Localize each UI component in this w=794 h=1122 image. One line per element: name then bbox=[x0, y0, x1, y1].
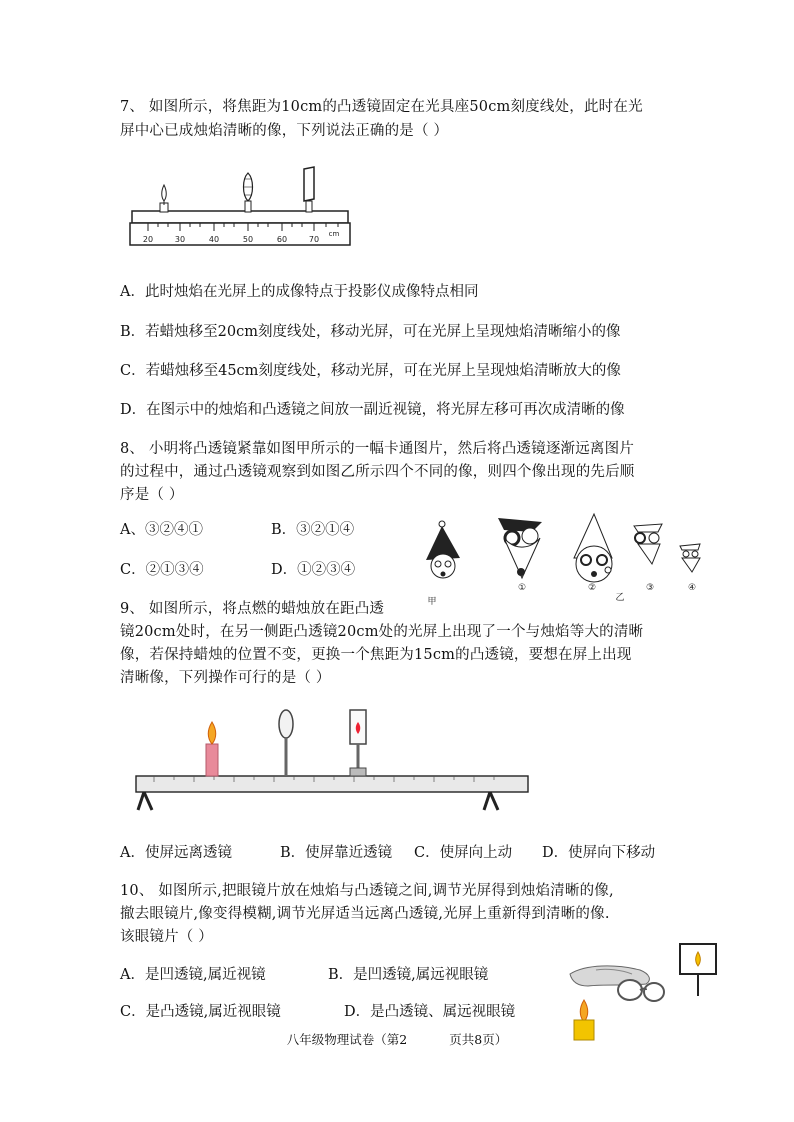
q10-option-b[interactable]: B．是凹透镜,属远视眼镜 bbox=[328, 967, 489, 983]
q8-image-2 bbox=[574, 514, 612, 582]
q9-optical-bench-figure bbox=[134, 706, 530, 818]
q9-stem-line-3: 像，若保持蜡烛的位置不变，更换一个焦距为15cm的凸透镜，要想在屏上出现 bbox=[120, 647, 632, 663]
q8-label-1: ① bbox=[517, 583, 527, 593]
q7-option-c[interactable]: C．若蜡烛移至45cm刻度线处，移动光屏，可在光屏上呈现烛焰清晰放大的像 bbox=[120, 363, 621, 379]
footer-right: 页共8页） bbox=[449, 1032, 508, 1047]
q7-tick-50: 50 bbox=[242, 235, 254, 244]
q7-stem-line-1: 7、 如图所示，将焦距为10cm的凸透镜固定在光具座50cm刻度线处，此时在光 bbox=[120, 99, 643, 115]
q9-stem-line-2: 镜20cm处时，在另一侧距凸透镜20cm处的光屏上出现了一个与烛焰等大的清晰 bbox=[120, 624, 644, 640]
q7-tick-70: 70 bbox=[308, 235, 320, 244]
page-footer bbox=[0, 1030, 794, 1048]
footer-left: 八年级物理试卷（第2 bbox=[286, 1032, 408, 1047]
q10-option-d[interactable]: D．是凸透镜、属远视眼镜 bbox=[344, 1004, 516, 1020]
q8-cartoon-figure bbox=[412, 508, 712, 608]
q8-image-3 bbox=[634, 524, 662, 564]
q8-cartoon-original bbox=[426, 521, 460, 578]
q7-stem-line-2: 屏中心已成烛焰清晰的像，下列说法正确的是（ ） bbox=[120, 123, 449, 139]
q8-label-yi: 乙 bbox=[615, 593, 625, 603]
q7-tick-unit: cm bbox=[328, 230, 340, 238]
q7-option-a[interactable]: A．此时烛焰在光屏上的成像特点于投影仪成像特点相同 bbox=[120, 284, 479, 300]
q8-option-a[interactable]: A、③②④① bbox=[120, 522, 203, 538]
q10-glasses-figure bbox=[566, 940, 726, 1044]
q8-label-2: ② bbox=[587, 583, 597, 593]
q8-option-c[interactable]: C．②①③④ bbox=[120, 562, 204, 578]
q8-image-1 bbox=[498, 518, 542, 578]
q8-image-4 bbox=[680, 544, 700, 572]
q9-option-b[interactable]: B．使屏靠近透镜 bbox=[280, 845, 393, 861]
q7-option-b[interactable]: B．若蜡烛移至20cm刻度线处，移动光屏，可在光屏上呈现烛焰清晰缩小的像 bbox=[120, 324, 621, 340]
q7-tick-30: 30 bbox=[174, 235, 186, 244]
q8-stem-line-1: 8、 小明将凸透镜紧靠如图甲所示的一幅卡通图片，然后将凸透镜逐渐远离图片 bbox=[120, 441, 635, 457]
q7-tick-20: 20 bbox=[142, 235, 154, 244]
q8-stem-line-3: 序是（ ） bbox=[120, 487, 184, 503]
q8-option-b[interactable]: B．③②①④ bbox=[271, 522, 355, 538]
q10-option-c[interactable]: C．是凸透镜,属近视眼镜 bbox=[120, 1004, 281, 1020]
q8-label-3: ③ bbox=[645, 583, 655, 593]
q8-label-jia: 甲 bbox=[427, 597, 437, 607]
q7-option-d[interactable]: D．在图示中的烛焰和凸透镜之间放一副近视镜，将光屏左移可再次成清晰的像 bbox=[120, 402, 625, 418]
q10-stem-line-3: 该眼镜片（ ） bbox=[120, 929, 214, 945]
q10-stem-line-1: 10、 如图所示,把眼镜片放在烛焰与凸透镜之间,调节光屏得到烛焰清晰的像, bbox=[120, 883, 614, 899]
q7-tick-40: 40 bbox=[208, 235, 220, 244]
q7-tick-60: 60 bbox=[276, 235, 288, 244]
q8-stem-line-2: 的过程中，通过凸透镜观察到如图乙所示四个不同的像，则四个像出现的先后顺 bbox=[120, 464, 635, 480]
q9-stem-line-4: 清晰像，下列操作可行的是（ ） bbox=[120, 670, 331, 686]
q10-option-a[interactable]: A．是凹透镜,属近视镜 bbox=[120, 967, 266, 983]
q8-option-d[interactable]: D．①②③④ bbox=[271, 562, 356, 578]
q10-stem-line-2: 撤去眼镜片,像变得模糊,调节光屏适当远离凸透镜,光屏上重新得到清晰的像. bbox=[120, 906, 610, 922]
q7-optical-bench-figure bbox=[128, 165, 352, 251]
q9-stem-line-1: 9、 如图所示，将点燃的蜡烛放在距凸透 bbox=[120, 601, 385, 617]
q9-option-c[interactable]: C．使屏向上动 bbox=[414, 845, 513, 861]
q9-option-d[interactable]: D．使屏向下移动 bbox=[542, 845, 656, 861]
q8-label-4: ④ bbox=[687, 583, 697, 593]
q9-option-a[interactable]: A．使屏远离透镜 bbox=[120, 845, 232, 861]
